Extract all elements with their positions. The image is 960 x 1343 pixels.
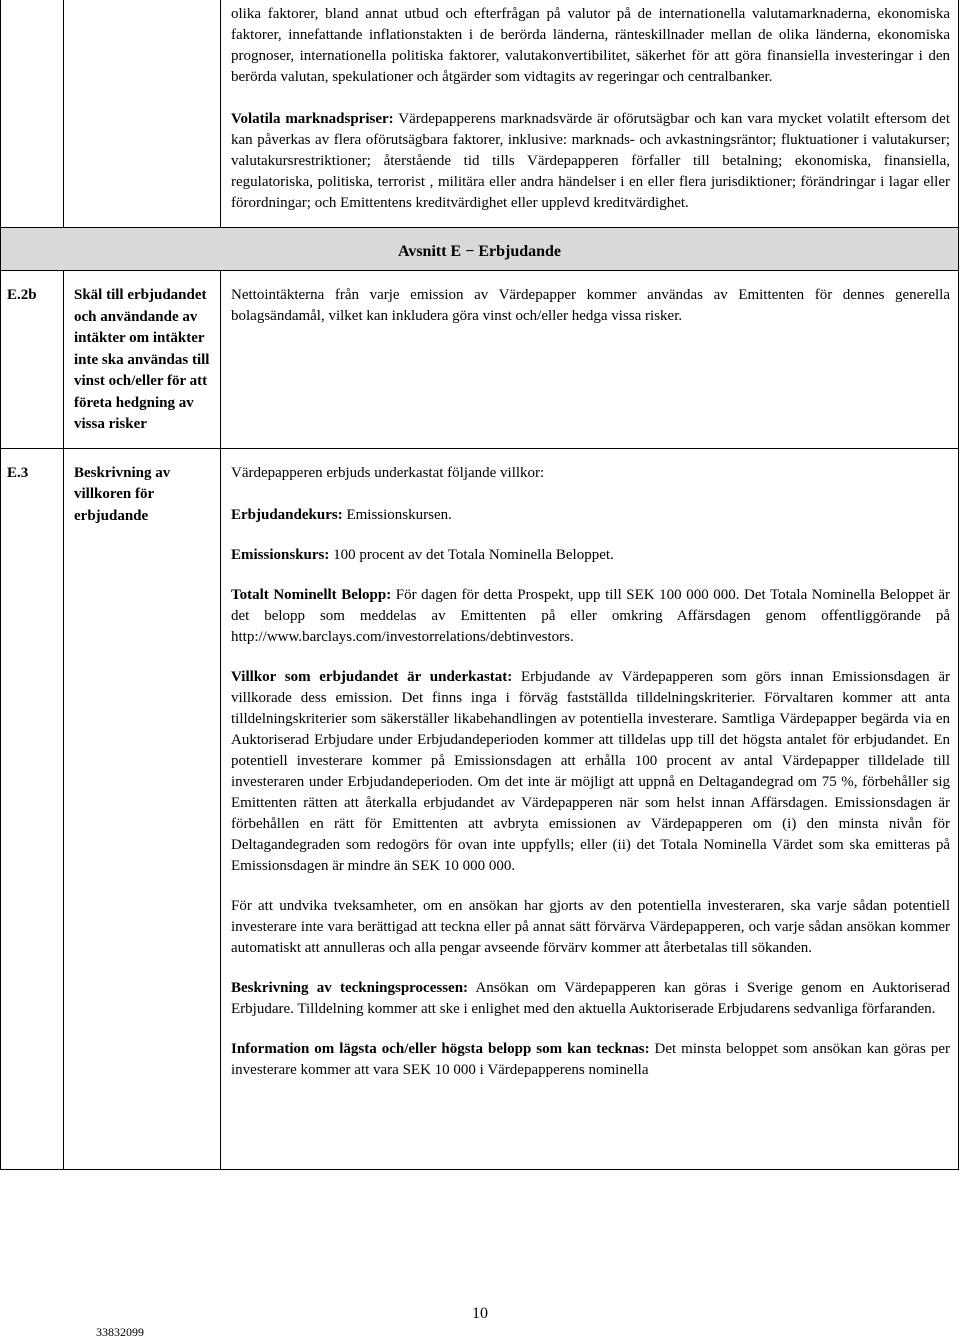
- erbjudandekurs-paragraph: Erbjudandekurs: Emissionskursen.: [231, 506, 452, 523]
- volatile-heading: Volatila marknadspriser:: [231, 111, 394, 127]
- totalt-nominellt-paragraph: Totalt Nominellt Belopp: För dagen för detta Prospekt, upp till SEK 100 000 000. Det Totala Nominella Beloppet är det belopp som meddelas av Emittenten på eller omkring Affärsdagen genom offentliggörande på http://www.barclays.com/investorrelations/debtinvestors.: [231, 586, 950, 645]
- element-code: E.2b: [7, 287, 37, 303]
- tveksamhet-paragraph: För att undvika tveksamheter, om en ansökan har gjorts av den potentiella investeraren, ska varje sådan potentiell investerare inte vara berättigad att teckna eller på annat sätt förvärva Värdepapperen, och varje sådan ansökan kommer automatiskt att annulleras och alla pengar avseende förvärv kommer att återbetalas till sökanden.: [231, 897, 950, 956]
- e3-row: [1, 448, 959, 1169]
- section-title: Avsnitt E − Erbjudande: [1, 228, 959, 271]
- teckningsprocess-paragraph: Beskrivning av teckningsprocessen: Ansökan om Värdepapperen kan göras i Sverige genom en Auktoriserad Erbjudare. Tilldelning kommer att ske i enlighet med den aktuella Auktoriserade Erbjudarens sedvanliga förfaranden.: [231, 979, 950, 1017]
- belopp-info-paragraph: Information om lägsta och/eller högsta belopp som kan tecknas: Det minsta beloppet som ansökan kan göras per investerare kommer att vara SEK 10 000 i Värdepapperens nominella: [231, 1040, 951, 1078]
- element-code: E.3: [7, 464, 29, 481]
- volatile-price-paragraph: [231, 109, 950, 214]
- element-text: Nettointäkterna från varje emission av Värdepapper kommer användas av Emittenten för dennes generella bolagsändamål, vilket kan inkludera göra vinst och/eller hedga vissa risker.: [231, 287, 950, 324]
- e2b-row: [1, 271, 959, 449]
- section-e-header-row: [1, 228, 959, 271]
- villkor-paragraph: Villkor som erbjudandet är underkastat: Erbjudande av Värdepapperen som görs innan Emissionsdagen är villkorade dess emission. Det finns inga i förväg fastställda tilldelningskriterier. Förvaltaren kommer att anta tilldelningskriterier som säkerställer likabehandlingen av potentiella investerare. Samtliga Värdepapper begärda via en Auktoriserad Erbjudare under Erbjudandeperioden kommer att tilldelas upp till det högsta antalet för erbjudandet. En potentiell investerare kommer på Emissionsdagen att erhålla 100 procent av antal Värdepapper tilldelade till investeraren under Erbjudandeperioden. Om det inte är möjligt att uppnå en Deltagandegrad om 75 %, förbehåller sig Emittenten rätten att återkalla erbjudandet av Värdepapperen när som helst innan Affärsdagen. Emissionsdagen är förbehållen en rätt för Emittenten att avbryta emissionen av Värdepapperen om (i) den minsta nivån för Deltagandegraden som redogörs för ovan inte uppfylls; eller (ii) det Totala Nominella Värdet som ska emitteras på Emissionsdagen är mindre än SEK 10 000 000.: [231, 668, 950, 874]
- page-number: 10: [472, 1305, 488, 1322]
- currency-risk-paragraph: olika faktorer, bland annat utbud och efterfrågan på valutor på de internationella valutamarknaderna, ekonomiska faktorer, innefattande inflationstakten i de berörda länderna, ränteskillnader mellan de olika länderna, ekonomiska prognoser, internationella politiska faktorer, valutakonvertibilitet, säkerhet för att göra finansiella investeringar i den berörda valutan, spekulationer och åtgärder som vidtagits av regeringar och centralbanker.: [231, 6, 950, 85]
- document-number: 33832099: [96, 1325, 144, 1339]
- element-label: Beskrivning av villkoren för erbjudande: [74, 464, 171, 524]
- risk-text-block: [221, 0, 958, 214]
- volatile-text: Värdepapperens marknadsvärde är oförutsägbar och kan vara mycket volatilt eftersom det kan påverkas av flera oförutsägbara faktorer, inklusive: marknads- och avkastningsräntor; fluktuationer i valutakurser; valutakursrestriktioner; återstående tid tills Värdepapperen förfaller till betalning; ekonomiska, finansiella, regulatoriska, politiska, terrorist , militära eller andra händelser i en eller flera jurisdiktioner; förändringar i lagar eller förordningar; och Emittentens kreditvärdighet eller upplevd kreditvärdighet.: [231, 111, 950, 211]
- e3-text-block: [221, 449, 958, 1081]
- emissionskurs-paragraph: Emissionskurs: 100 procent av det Totala Nominella Beloppet.: [231, 546, 614, 563]
- e3-intro: Värdepapperen erbjuds underkastat följande villkor:: [231, 464, 545, 481]
- element-label: Skäl till erbjudandet och användande av intäkter om intäkter inte ska användas till vinst och/eller för att företa hedgning av vissa risker: [74, 287, 210, 432]
- risk-row: [1, 0, 959, 228]
